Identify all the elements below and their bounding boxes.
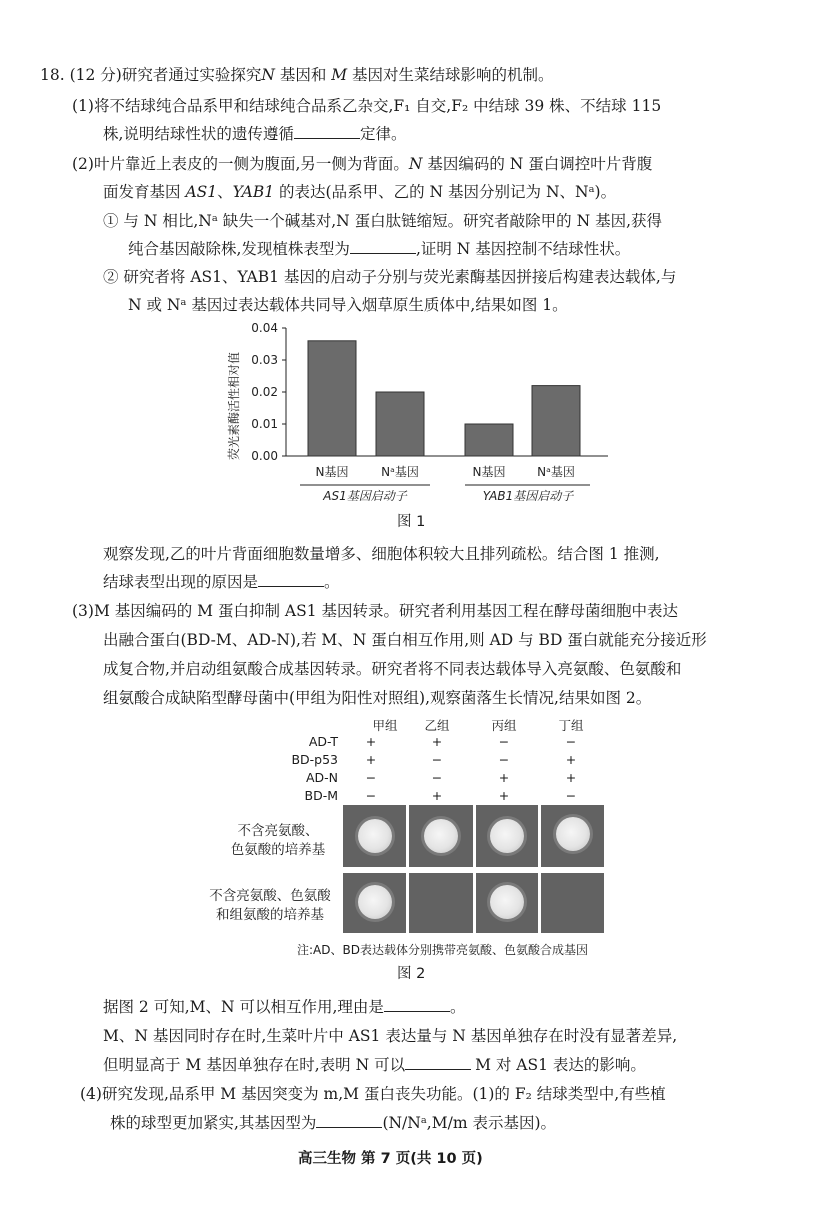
answer-blank-5[interactable] [405, 1055, 471, 1070]
answer-blank-4[interactable] [384, 997, 450, 1012]
part2-line2-c: 的表达(品系甲、乙的 N 基因分别记为 N、Nᵃ)。 [274, 183, 617, 201]
sign-cell: + [365, 752, 377, 767]
answer-blank-6[interactable] [316, 1113, 382, 1128]
colony [424, 819, 458, 853]
y-tick-label: 0.02 [251, 385, 278, 399]
question-18-header [40, 64, 554, 86]
sign-cell: + [565, 752, 577, 767]
part2-line1 [72, 153, 652, 175]
group-header-yi: 乙组 [424, 718, 450, 733]
part4-line2-a: 株的球型更加紧实,其基因型为 [110, 1114, 317, 1132]
part4-line2 [110, 1112, 556, 1134]
y-tick-label: 0.03 [251, 353, 278, 367]
after2-line3 [103, 1054, 646, 1076]
sub1-line2 [128, 238, 630, 260]
sign-cell: + [498, 788, 510, 803]
part4-line1: (4)研究发现,品系甲 M 基因突变为 m,M 蛋白丧失功能。(1)的 F₂ 结球类型中,有些植 [80, 1085, 666, 1103]
figure-1-bar-chart [210, 318, 610, 508]
answer-blank-2[interactable] [350, 239, 416, 254]
sign-cell: − [365, 788, 377, 803]
figure-2-caption: 图 2 [397, 966, 426, 982]
part2-gene-n: N [408, 155, 423, 173]
plate-bing-medium1 [476, 805, 538, 867]
q18-head: 18. (12 分)研究者通过实验探究 [40, 66, 262, 84]
group-label-as1: AS1基因启动子 [323, 489, 407, 503]
medium-label-2-line1: 不含亮氨酸、色氨酸 [209, 888, 331, 904]
part2-gene-yab1: YAB1 [232, 183, 275, 201]
bar [532, 386, 580, 456]
q18-head-mid: 基因和 [274, 66, 332, 84]
page-footer: 高三生物 第 7 页(共 10 页) [298, 1151, 483, 1167]
group-header-ding: 丁组 [558, 718, 584, 733]
y-tick-label: 0.00 [251, 449, 278, 463]
medium-label-2-line2: 和组氨酸的培养基 [216, 907, 324, 923]
bar [376, 392, 424, 456]
row-label-ad-n: AD-N [305, 770, 338, 785]
row-label-bd-m: BD-M [304, 788, 338, 803]
part3-line2: 出融合蛋白(BD-M、AD-N),若 M、N 蛋白相互作用,则 AD 与 BD 蛋白就能充分接近形 [103, 631, 707, 649]
part3-line1: (3)M 基因编码的 M 蛋白抑制 AS1 基因转录。研究者利用基因工程在酵母菌细胞中表达 [72, 602, 679, 620]
bar [465, 424, 513, 456]
x-tick-label: N基因 [315, 465, 349, 479]
sign-cell: + [365, 734, 377, 749]
part2-line2 [103, 181, 616, 203]
after2-line1-a: 据图 2 可知,M、N 可以相互作用,理由是 [103, 998, 384, 1016]
after2-line2: M、N 基因同时存在时,生菜叶片中 AS1 表达量与 N 基因单独存在时没有显著差异, [103, 1027, 678, 1045]
answer-blank-3[interactable] [258, 572, 324, 587]
sign-cell: − [498, 734, 510, 749]
part4-line2-b: (N/Nᵃ,M/m 表示基因)。 [382, 1114, 557, 1132]
sign-cell: + [431, 734, 443, 749]
sign-cell: + [498, 770, 510, 785]
sign-cell: + [565, 770, 577, 785]
medium-label-1 [218, 822, 338, 860]
group-header-bing: 丙组 [491, 718, 517, 733]
part1-line2 [103, 123, 406, 145]
sub2-line2: N 或 Nᵃ 基因过表达载体共同导入烟草原生质体中,结果如图 1。 [128, 296, 568, 314]
part1-line1: (1)将不结球纯合品系甲和结球纯合品系乙杂交,F₁ 自交,F₂ 中结球 39 株、不结球 115 [72, 97, 662, 115]
observation-line2-b: 。 [324, 573, 340, 591]
q18-gene-m: M [331, 66, 348, 84]
sub2-line1: ② 研究者将 AS1、YAB1 基因的启动子分别与荧光素酶基因拼接后构建表达载体,与 [103, 268, 677, 286]
figure-2-note: 注:AD、BD表达载体分别携带亮氨酸、色氨酸合成基因 [297, 943, 588, 957]
bar [308, 341, 356, 456]
q18-gene-n: N [261, 66, 275, 84]
x-labels [316, 465, 575, 479]
part2-line1-a: (2)叶片靠近上表皮的一侧为腹面,另一侧为背面。 [72, 155, 409, 173]
row-label-ad-t: AD-T [308, 734, 338, 749]
plate-yi-medium2 [409, 873, 473, 933]
x-tick-label: Nᵃ基因 [537, 465, 575, 479]
sign-cell: − [431, 752, 443, 767]
bars [308, 341, 580, 456]
plate-jia-medium2 [343, 873, 406, 933]
colony [556, 817, 590, 851]
y-tick-label: 0.01 [251, 417, 278, 431]
y-ticks [251, 321, 286, 463]
part1-line2-a: 株,说明结球性状的遗传遵循 [103, 125, 294, 143]
colony [358, 885, 392, 919]
sub1-line1: ① 与 N 相比,Nᵃ 缺失一个碱基对,N 蛋白肽链缩短。研究者敲除甲的 N 基因,获得 [103, 212, 663, 230]
plate-yi-medium1 [409, 805, 473, 867]
part2-line2-a: 面发育基因 [103, 183, 186, 201]
medium-label-1-line1: 不含亮氨酸、 [237, 823, 319, 839]
after2-line3-a: 但明显高于 M 基因单独存在时,表明 N 可以 [103, 1056, 406, 1074]
plate-ding-medium2 [541, 873, 604, 933]
chart-ylabel: 荧光素酶活性相对值 [227, 351, 241, 461]
plate-ding-medium1 [541, 805, 604, 867]
part2-line2-b: 、 [217, 183, 233, 201]
plate-bing-medium2 [476, 873, 538, 933]
observation-line2 [103, 571, 340, 593]
part1-line2-b: 定律。 [359, 125, 407, 143]
sign-cell: − [498, 752, 510, 767]
sign-cell: − [431, 770, 443, 785]
answer-blank-1[interactable] [294, 124, 360, 139]
group-header-jia: 甲组 [372, 718, 398, 733]
q18-head-end: 基因对生菜结球影响的机制。 [347, 66, 554, 84]
colony [490, 885, 524, 919]
part3-line3: 成复合物,并启动组氨酸合成基因转录。研究者将不同表达载体导入亮氨酸、色氨酸和 [103, 660, 682, 678]
part2-gene-as1: AS1 [185, 183, 218, 201]
medium-label-1-line2: 色氨酸的培养基 [230, 842, 326, 858]
sign-cell: + [431, 788, 443, 803]
colony [490, 819, 524, 853]
sign-cell: − [365, 770, 377, 785]
plate-jia-medium1 [343, 805, 406, 867]
y-tick-label: 0.04 [251, 321, 278, 335]
observation-line2-a: 结球表型出现的原因是 [103, 573, 259, 591]
sub1-line2-b: ,证明 N 基因控制不结球性状。 [415, 240, 631, 258]
after2-line1-b: 。 [449, 998, 466, 1016]
colony [358, 819, 392, 853]
x-tick-label: N基因 [472, 465, 506, 479]
sign-cell: − [565, 734, 577, 749]
sub1-line2-a: 纯合基因敲除株,发现植株表型为 [128, 240, 350, 258]
observation-line1: 观察发现,乙的叶片背面细胞数量增多、细胞体积较大且排列疏松。结合图 1 推测, [103, 545, 660, 563]
medium-label-2 [200, 887, 340, 925]
sign-cell: − [565, 788, 577, 803]
figure-1-caption: 图 1 [397, 514, 426, 530]
part2-line1-b: 基因编码的 N 蛋白调控叶片背腹 [422, 155, 653, 173]
part3-line4: 组氨酸合成缺陷型酵母菌中(甲组为阳性对照组),观察菌落生长情况,结果如图 2。 [103, 689, 652, 707]
group-label-yab1: YAB1基因启动子 [482, 489, 574, 503]
after2-line3-b: M 对 AS1 表达的影响。 [475, 1056, 646, 1074]
after2-line1 [103, 996, 465, 1018]
x-tick-label: Nᵃ基因 [381, 465, 419, 479]
row-label-bd-p53: BD-p53 [291, 752, 338, 767]
